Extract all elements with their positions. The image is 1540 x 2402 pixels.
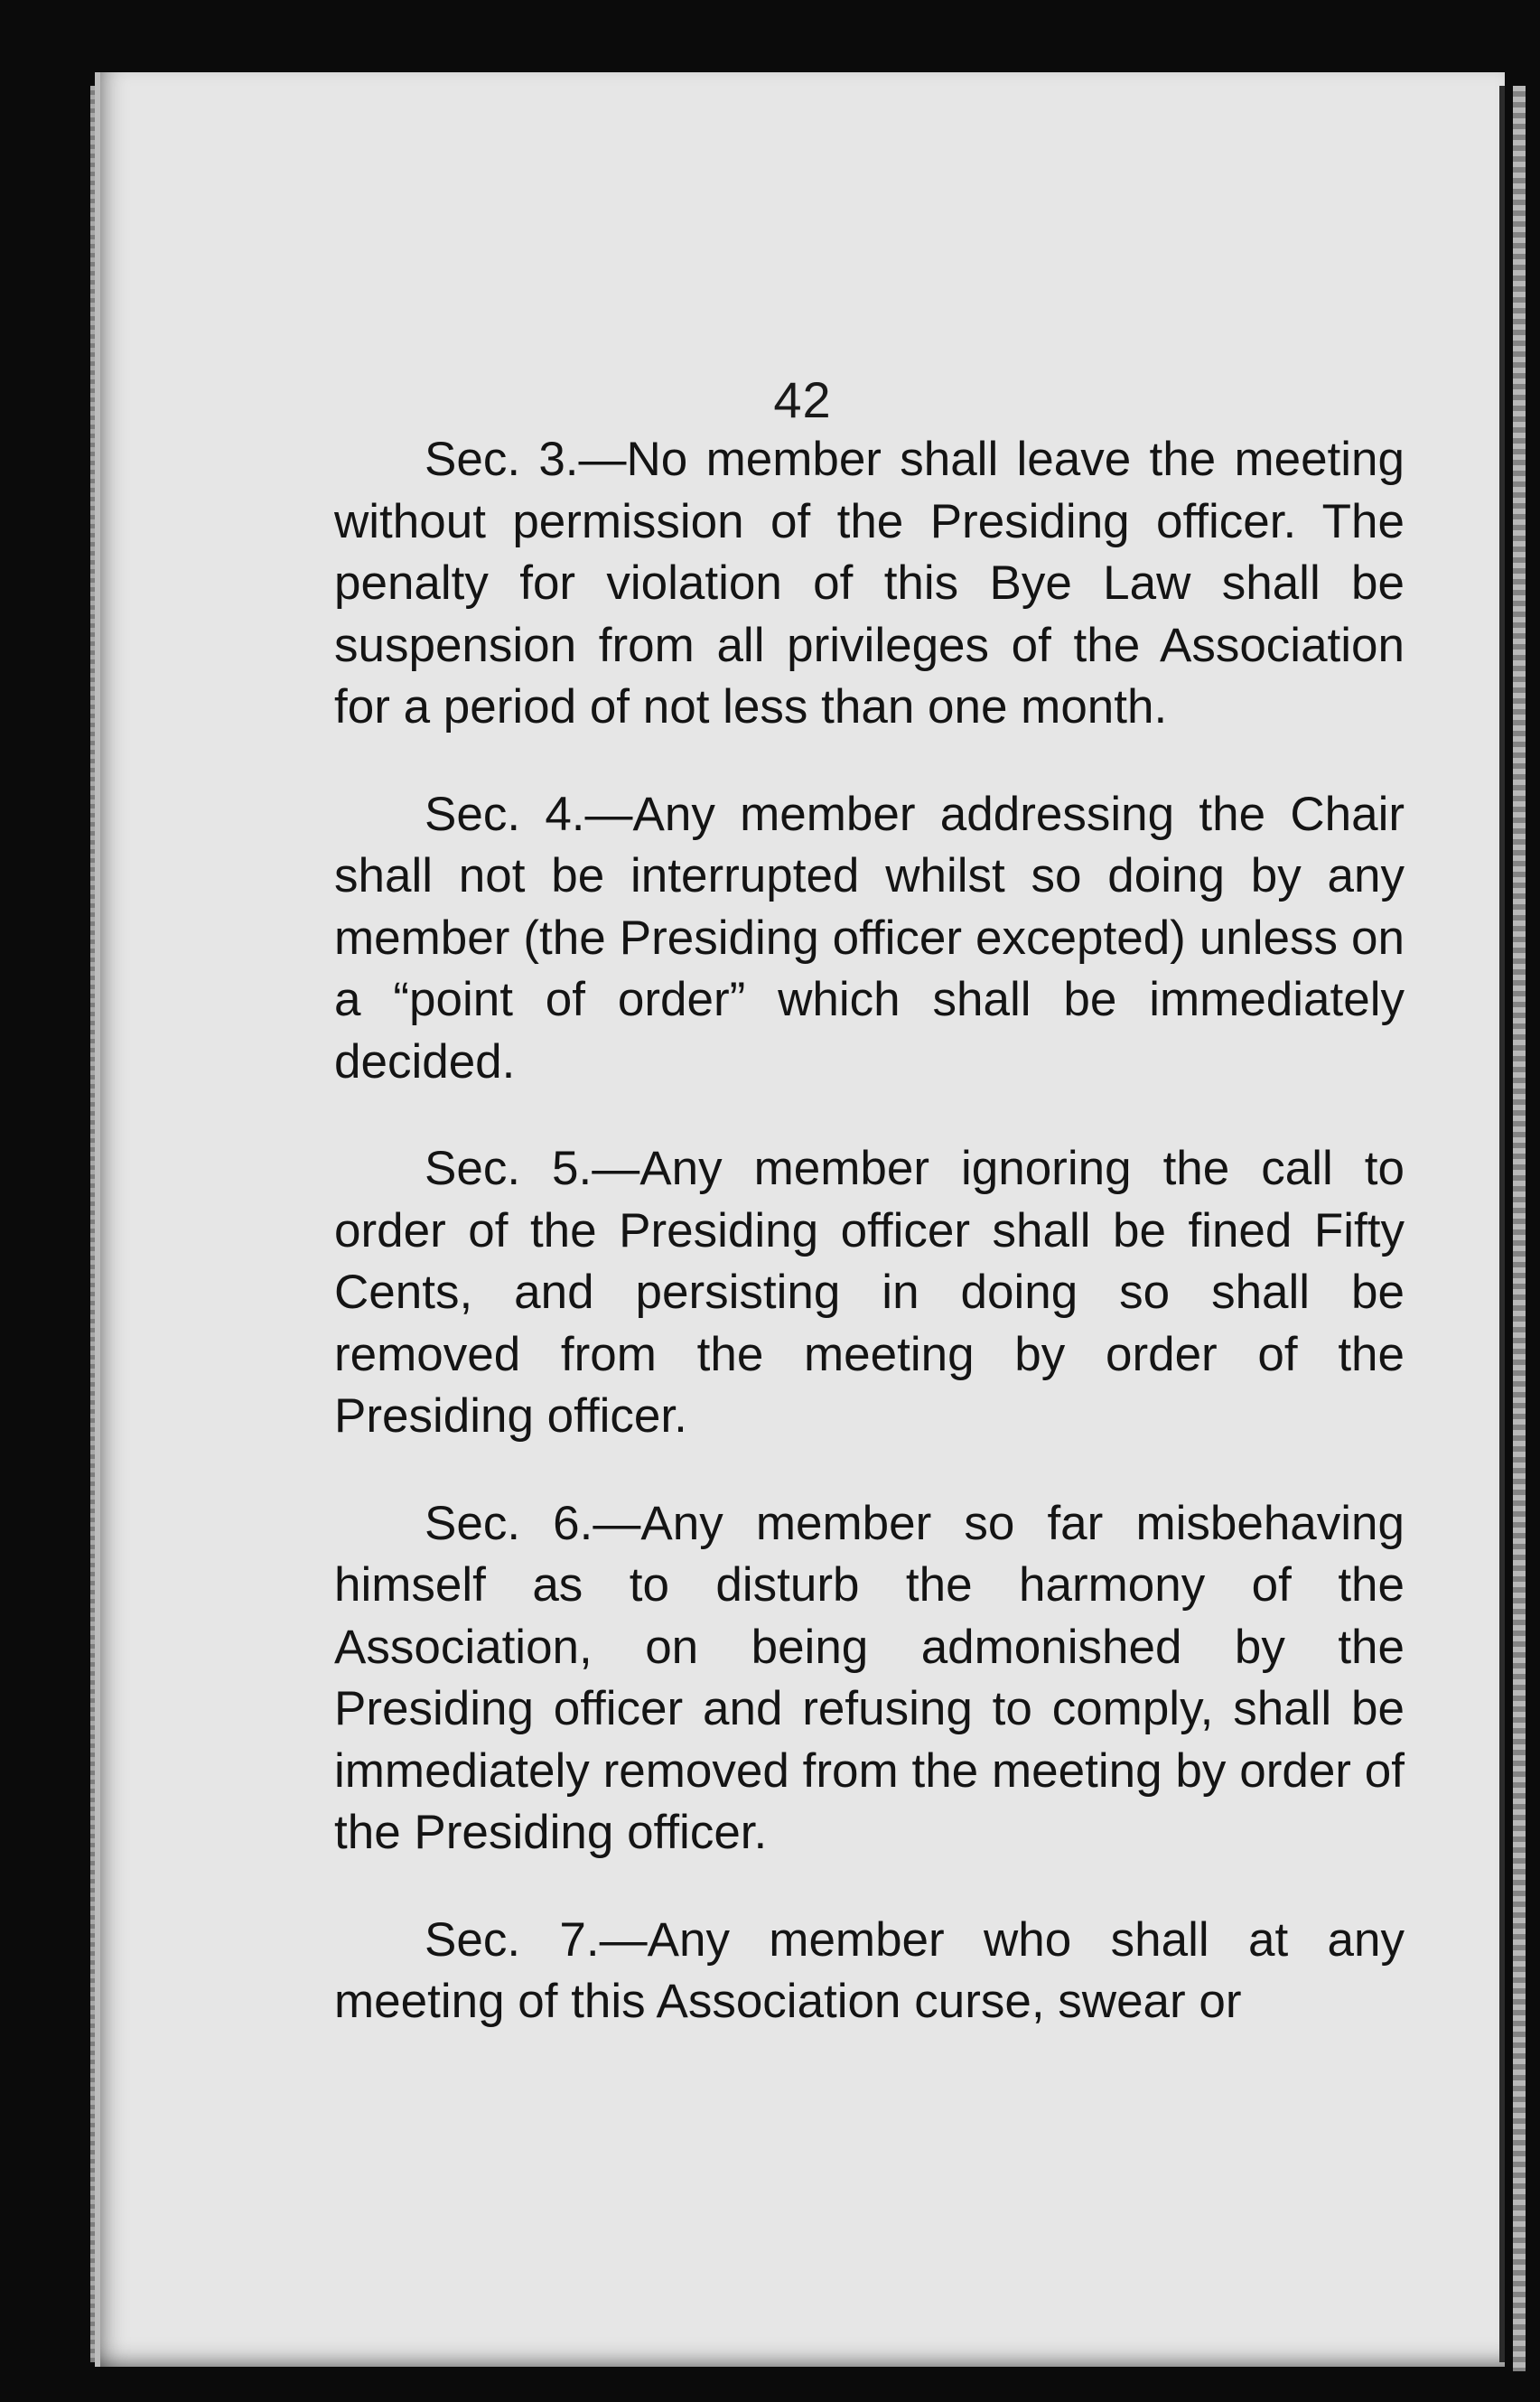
next-page-edge (1513, 86, 1526, 2371)
section-6-paragraph: Sec. 6.—Any member so far misbehaving himself as to disturb the harmony of the Association, on being admonished by the Presiding officer and refusing to comply, shall be immediately removed from the meeting by order of the Presiding officer. (334, 1496, 1405, 1859)
section-7-paragraph: Sec. 7.—Any member who shall at any meeting of this Association curse, swear or (334, 1912, 1405, 2028)
page-edge (1499, 86, 1505, 2362)
section-3-paragraph: Sec. 3.—No member shall leave the meeting without permission of the Presiding officer. The penalty for violation of this Bye Law shall be suspension from all privileges of the Association for a period of not less than one month. (334, 433, 1405, 734)
body-text (334, 429, 1405, 2079)
section-4-paragraph: Sec. 4.—Any member addressing the Chair shall not be interrupted whilst so doing by any member (the Presiding officer excepted) unless on a “point of order” which shall be immediately decided. (334, 787, 1405, 1089)
section-5-paragraph: Sec. 5.—Any member ignoring the call to order of the Presiding officer shall be fined Fifty Cents, and persisting in doing so shall be removed from the meeting by order of the Presiding officer. (334, 1142, 1405, 1443)
page-number: 42 (773, 371, 832, 428)
